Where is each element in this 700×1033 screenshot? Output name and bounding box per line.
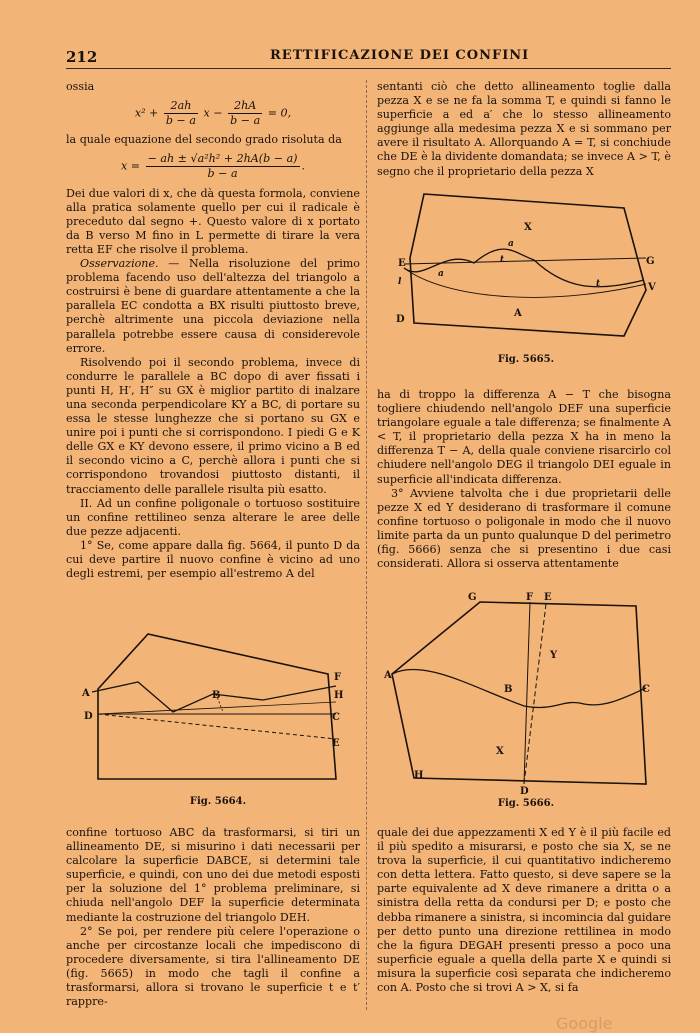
- para-ha: ha di troppo la differenza A − T che bisogna togliere chiudendo nell'angolo DEF una superficie triangolare eguale a tale differenza; se finalmente A < T, il proprietario della pezza X ha in meno la differenza T − A, della quale conviene risarcirlo col chiudere nell'angolo DEG il triangolo DEI eguale in superficie all'indicata differenza.: [377, 388, 671, 486]
- right-column-top: [377, 80, 671, 179]
- label-X: X: [524, 222, 532, 233]
- left-column-bottom: [66, 826, 360, 1009]
- page-number: 212: [66, 48, 98, 66]
- equation-1: x² + $\frac{2ah}{b - a}$ x − $\frac{2hA}{b - a}$ = 0,: [134, 99, 292, 128]
- para-quale: quale dei due appezzamenti X ed Y è il più facile ed il più spedito a misurarsi, e posto che sia X, se ne trova la superficie, il cui quantitativo indicheremo con detta lettera. Fatto questo, si deve sapere se la parte equivalente ad X deve rimanere a dritta o a sinistra della retta da condursi per D; e posto che debba rimanere a sinistra, si incomincia dal guidare per detto punto una direzione rettilinea in modo che la figura DEGAH presenti presso a poco una superficie eguale a quella della parte X e quindi si misura la superficie così separata che indicheremo con A. Posto che si trovi A > X, si fa: [377, 826, 671, 995]
- label-X: X: [496, 746, 504, 757]
- figure-5664-caption: Fig. 5664.: [189, 796, 247, 807]
- label-D: D: [396, 314, 405, 325]
- label-C: C: [332, 712, 340, 723]
- para-confine: confine tortuoso ABC da trasformarsi, si tiri un allineamento DE, si misurino i dati necessarii per calcolare la superficie DABCE, si determini tale superficie, e quindi, con uno dei due metodi esposti per la soluzione del 1° problema preliminare, si chiuda nell'angolo DEF la superficie determinata mediante la costruzione del triangolo DEH.: [66, 826, 360, 924]
- header-rule: [66, 68, 671, 69]
- watermark: Google: [556, 1014, 613, 1033]
- label-Y: Y: [550, 650, 558, 661]
- label-E: E: [544, 592, 552, 603]
- label-t: t: [500, 255, 505, 265]
- page-header: [66, 48, 674, 68]
- para-1: 1° Se, come appare dalla fig. 5664, il punto D da cui deve partire il nuovo confine è vicino ad uno degli estremi, per esempio all'estremo A del: [66, 538, 360, 581]
- figure-5665: [384, 188, 668, 365]
- label-H: H: [414, 770, 424, 781]
- label-E: E: [332, 738, 340, 749]
- running-head: RETTIFICAZIONE DEI CONFINI: [270, 48, 530, 63]
- para-ossia: ossia: [66, 80, 95, 93]
- label-H: H: [334, 690, 344, 701]
- label-D: D: [520, 786, 529, 797]
- label-A: A: [514, 308, 522, 319]
- para-3: 3° Avviene talvolta che i due proprietarii delle pezze X ed Y desiderano di trasformare il comune confine tortuoso o poligonale in modo che il nuovo limite parta da un punto qualunque D del perimetro (fig. 5666) senza che si presentino i due casi considerati. Allora si osserva attentamente: [377, 486, 671, 571]
- para-II: II. Ad un confine poligonale o tortuoso sostituire un confine rettilineo senza alterare le aree delle due pezze adjacenti.: [66, 496, 360, 538]
- left-column-top: [66, 80, 360, 581]
- figure-5664: [78, 614, 358, 807]
- label-F: F: [526, 592, 534, 603]
- label-t-prime: t: [596, 279, 601, 289]
- label-a: a: [508, 239, 514, 249]
- para-values: Dei due valori di x, che dà questa formola, conviene alla pratica solamente quello per cui il radicale è preceduto dal segno +. Questo valore di x portato da B verso M fino in L permette di tirare la vera retta EF che risolve il problema.: [66, 186, 360, 256]
- figure-5666-caption: Fig. 5666.: [497, 798, 555, 809]
- label-G: G: [646, 256, 655, 267]
- label-B: B: [504, 684, 513, 695]
- label-E: E: [398, 258, 406, 269]
- para-equation-intro: la quale equazione del secondo grado risoluta da: [66, 133, 342, 147]
- label-G: G: [468, 592, 477, 603]
- label-B: B: [212, 690, 221, 701]
- label-V: V: [648, 282, 656, 293]
- right-column-middle: [377, 388, 671, 571]
- equation-2: x = $\frac{\text{− ah ± √a²h² + 2hA(b − a)}}{b - a}$ .: [120, 152, 306, 181]
- figure-5665-drawing: [384, 188, 668, 350]
- para-2: 2° Se poi, per rendere più celere l'operazione o anche per circostanze locali che impediscono di procedere diversamente, si tira l'allineamento DE (fig. 5665) in modo che tagli il confine a trasformarsi, allora si trovano le superficie t e t′ rappre-: [66, 924, 360, 1009]
- para-second-problem: Risolvendo poi il secondo problema, invece di condurre le parallele a BC dopo di aver fissati i punti H, H′, H″ su GX è miglior partito di inalzare una seconda perpendicolare KY a BC, di portare su essa le stesse lunghezze che si portano su GX e unire poi i punti che si corrispondono. I piedi G e K delle GX e KY devono essere, il primo vicino a B ed il secondo vicino a C, perchè allora i punti che si corrispondono trovandosi piuttosto distanti, il tracciamento delle parallele risulta più esatto.: [66, 355, 360, 496]
- label-l: l: [398, 277, 402, 287]
- figure-5666: [384, 588, 668, 809]
- label-F: F: [334, 672, 342, 683]
- label-A: A: [82, 688, 90, 699]
- label-C: C: [642, 684, 650, 695]
- column-divider: [366, 80, 367, 1010]
- label-D: D: [84, 711, 93, 722]
- figure-5665-caption: Fig. 5665.: [497, 354, 555, 365]
- label-a-prime: a: [438, 269, 444, 279]
- label-A: A: [384, 670, 392, 681]
- figure-5666-drawing: [384, 588, 668, 798]
- figure-5664-drawing: [78, 614, 358, 794]
- para-continued: sentanti ciò che detto allineamento toglie dalla pezza X e se ne fa la somma T, e quindi si fanno le superficie a ed a′ che lo stesso allineamento aggiunge alla medesima pezza X e si sommano per avere il risultato A. Allorquando A = T, si conchiude che DE è la dividente domandata; se invece A > T, è segno che il proprietario della pezza X: [377, 80, 671, 178]
- para-observation: Osservazione. — Nella risoluzione del primo problema facendo uso dell'altezza del triangolo a costruirsi è bene di guardare attentamente a che la parallela EC condotta a BX risulti piuttosto breve, perchè altrimente una piccola deviazione nella parallela potrebbe essere causa di considerevole errore.: [66, 257, 360, 355]
- right-column-bottom: [377, 826, 671, 995]
